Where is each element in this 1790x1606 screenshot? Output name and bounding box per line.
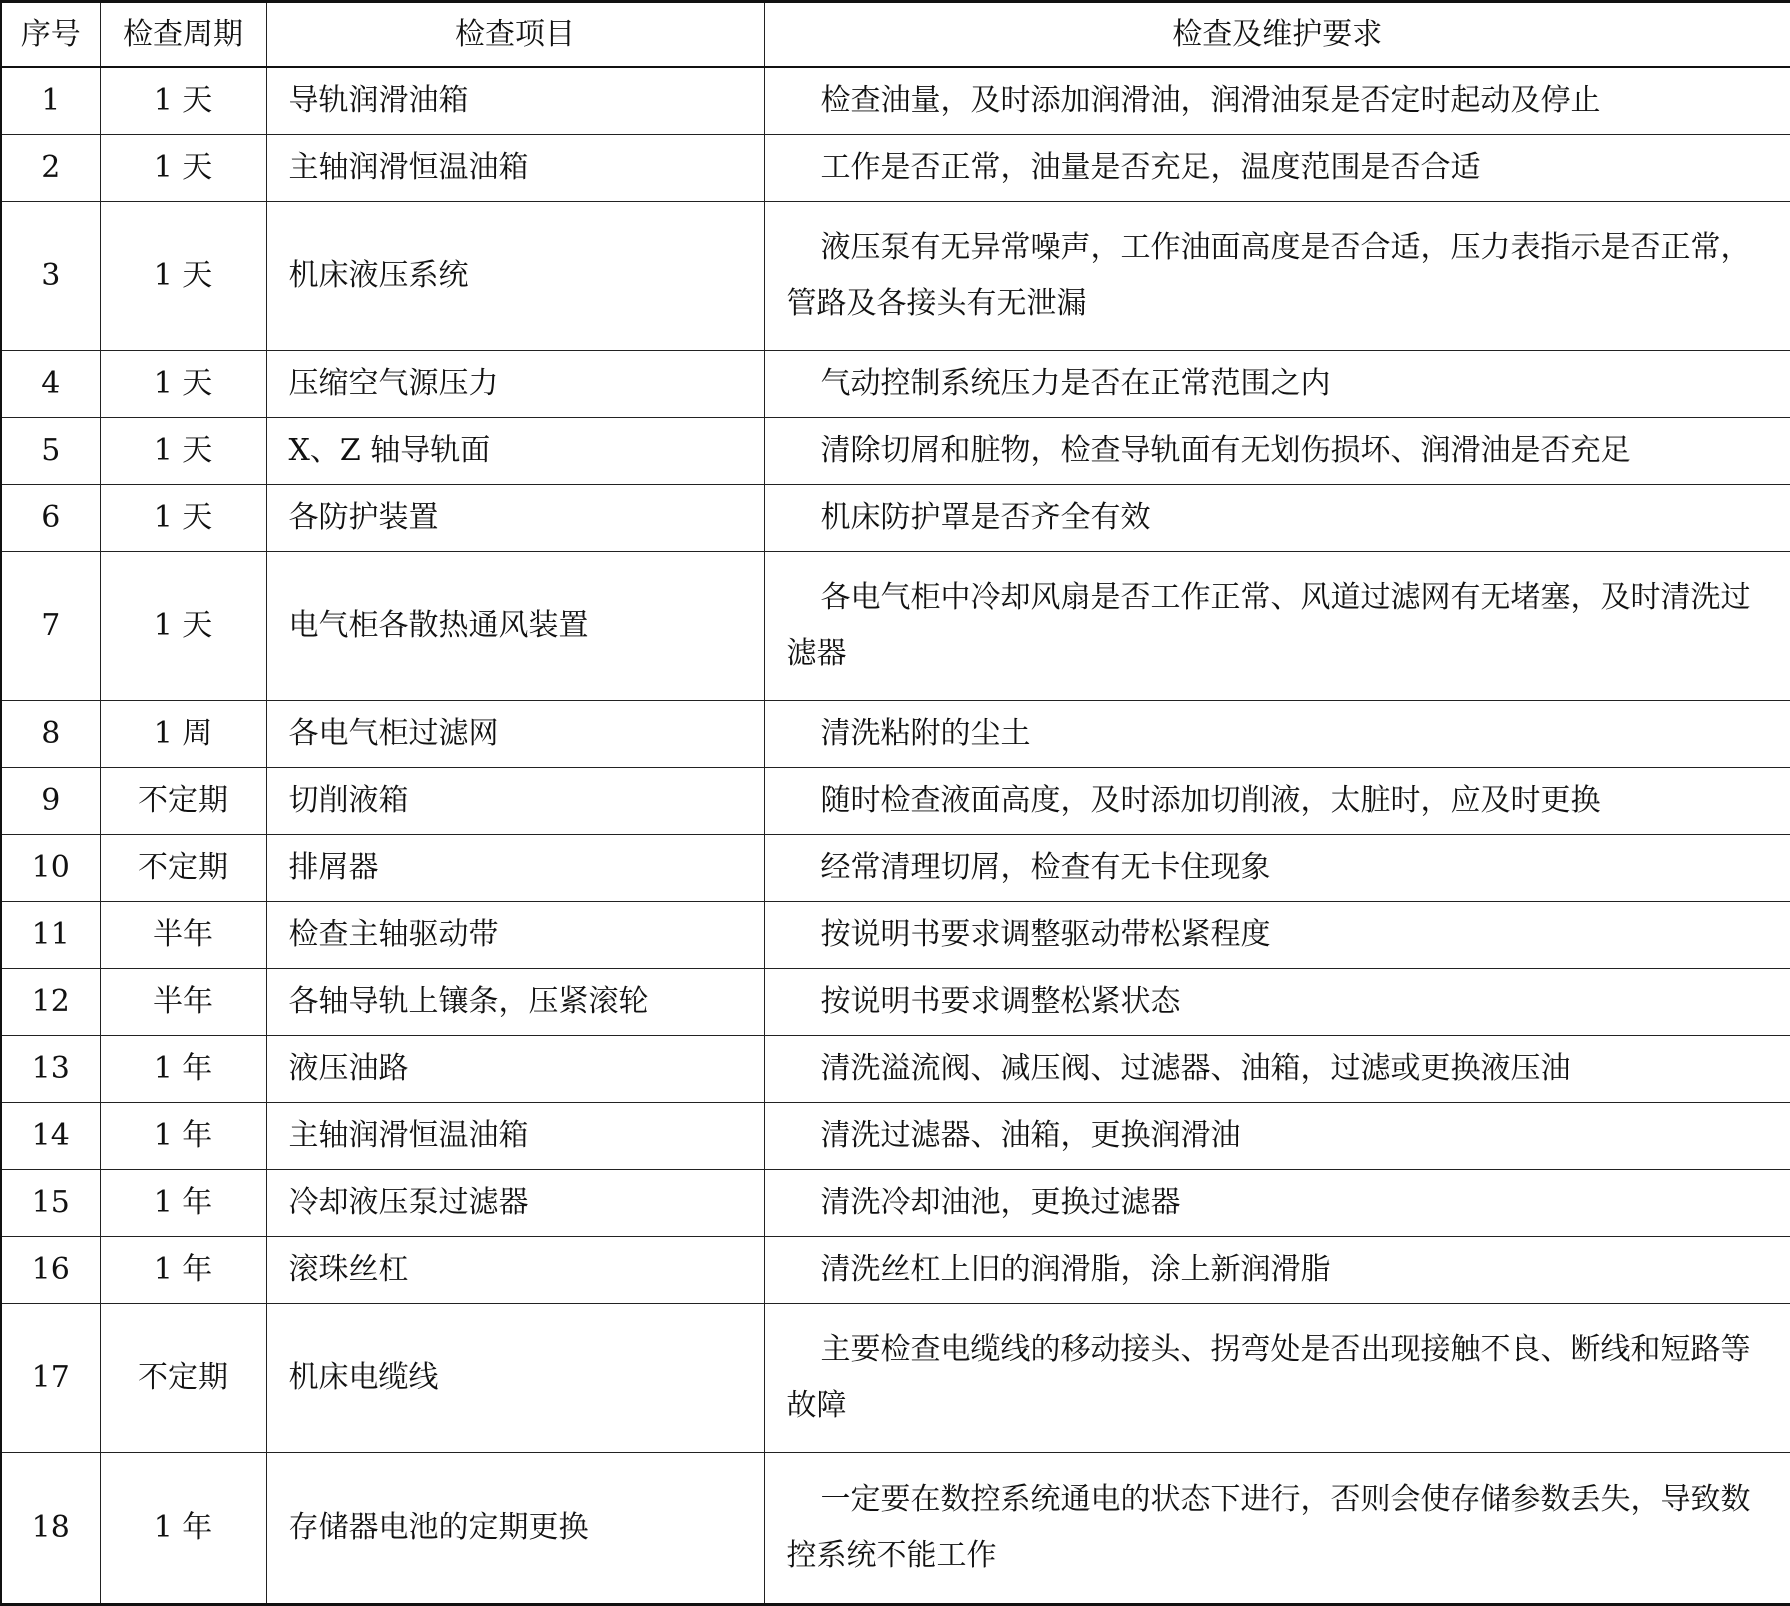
row-period: 1 周 xyxy=(100,701,266,768)
table-row xyxy=(1,1453,1790,1605)
table-row xyxy=(1,1103,1790,1170)
table-row xyxy=(1,552,1790,701)
table-row xyxy=(1,418,1790,485)
row-period: 1 年 xyxy=(100,1103,266,1170)
table-row xyxy=(1,902,1790,969)
row-period: 不定期 xyxy=(100,768,266,835)
row-period: 1 天 xyxy=(100,202,266,351)
table-row xyxy=(1,485,1790,552)
row-no: 18 xyxy=(1,1453,100,1605)
row-period: 1 天 xyxy=(100,418,266,485)
requirement-text: 机床防护罩是否齐全有效 xyxy=(820,500,1151,535)
row-period: 不定期 xyxy=(100,1304,266,1453)
requirement-text: 一定要在数控系统通电的状态下进行，否则会使存储参数丢失，导致数控系统不能工作 xyxy=(786,1482,1751,1573)
requirement-text: 经常清理切屑，检查有无卡住现象 xyxy=(820,850,1271,885)
row-no: 16 xyxy=(1,1237,100,1304)
requirement-text: 清洗丝杠上旧的润滑脂，涂上新润滑脂 xyxy=(820,1252,1331,1287)
row-item: 存储器电池的定期更换 xyxy=(266,1453,764,1605)
row-no: 6 xyxy=(1,485,100,552)
row-requirement xyxy=(764,1103,1790,1170)
row-requirement xyxy=(764,351,1790,418)
table-row xyxy=(1,135,1790,202)
row-no: 9 xyxy=(1,768,100,835)
row-item: 切削液箱 xyxy=(266,768,764,835)
row-requirement xyxy=(764,835,1790,902)
row-requirement xyxy=(764,202,1790,351)
row-item: 排屑器 xyxy=(266,835,764,902)
row-period: 半年 xyxy=(100,902,266,969)
requirement-text: 清洗溢流阀、减压阀、过滤器、油箱，过滤或更换液压油 xyxy=(820,1051,1571,1086)
row-no: 12 xyxy=(1,969,100,1036)
row-requirement xyxy=(764,67,1790,135)
row-no: 14 xyxy=(1,1103,100,1170)
table-row xyxy=(1,202,1790,351)
row-no: 15 xyxy=(1,1170,100,1237)
table-row xyxy=(1,1237,1790,1304)
row-period: 1 年 xyxy=(100,1170,266,1237)
row-period: 1 天 xyxy=(100,351,266,418)
row-item: 冷却液压泵过滤器 xyxy=(266,1170,764,1237)
row-item: X、Z 轴导轨面 xyxy=(266,418,764,485)
table-row xyxy=(1,768,1790,835)
requirement-text: 主要检查电缆线的移动接头、拐弯处是否出现接触不良、断线和短路等故障 xyxy=(786,1332,1751,1423)
row-period: 1 年 xyxy=(100,1237,266,1304)
requirement-text: 清洗过滤器、油箱，更换润滑油 xyxy=(820,1118,1241,1153)
row-no: 2 xyxy=(1,135,100,202)
row-item: 滚珠丝杠 xyxy=(266,1237,764,1304)
header-no: 序号 xyxy=(1,2,100,68)
row-requirement xyxy=(764,701,1790,768)
row-no: 13 xyxy=(1,1036,100,1103)
table-row xyxy=(1,1036,1790,1103)
row-no: 4 xyxy=(1,351,100,418)
requirement-text: 随时检查液面高度，及时添加切削液，太脏时，应及时更换 xyxy=(820,783,1601,818)
requirement-text: 气动控制系统压力是否在正常范围之内 xyxy=(820,366,1331,401)
header-requirement: 检查及维护要求 xyxy=(764,2,1790,68)
row-requirement xyxy=(764,135,1790,202)
row-requirement xyxy=(764,1170,1790,1237)
row-item: 检查主轴驱动带 xyxy=(266,902,764,969)
row-item: 机床液压系统 xyxy=(266,202,764,351)
row-item: 电气柜各散热通风装置 xyxy=(266,552,764,701)
row-requirement xyxy=(764,1304,1790,1453)
requirement-text: 按说明书要求调整松紧状态 xyxy=(820,984,1181,1019)
table-row xyxy=(1,351,1790,418)
row-period: 1 天 xyxy=(100,552,266,701)
row-no: 10 xyxy=(1,835,100,902)
row-item: 主轴润滑恒温油箱 xyxy=(266,135,764,202)
table-row xyxy=(1,67,1790,135)
header-row xyxy=(1,2,1790,68)
row-requirement xyxy=(764,1453,1790,1605)
row-item: 主轴润滑恒温油箱 xyxy=(266,1103,764,1170)
row-requirement xyxy=(764,418,1790,485)
row-requirement xyxy=(764,1237,1790,1304)
row-item: 各电气柜过滤网 xyxy=(266,701,764,768)
requirement-text: 液压泵有无异常噪声，工作油面高度是否合适，压力表指示是否正常，管路及各接头有无泄漏 xyxy=(786,230,1751,321)
requirement-text: 按说明书要求调整驱动带松紧程度 xyxy=(820,917,1271,952)
row-item: 机床电缆线 xyxy=(266,1304,764,1453)
requirement-text: 工作是否正常，油量是否充足，温度范围是否合适 xyxy=(820,150,1481,185)
requirement-text: 清洗冷却油池，更换过滤器 xyxy=(820,1185,1181,1220)
row-no: 8 xyxy=(1,701,100,768)
row-requirement xyxy=(764,485,1790,552)
row-period: 不定期 xyxy=(100,835,266,902)
row-item: 各防护装置 xyxy=(266,485,764,552)
row-requirement xyxy=(764,768,1790,835)
table-row xyxy=(1,969,1790,1036)
row-period: 1 年 xyxy=(100,1453,266,1605)
row-item: 各轴导轨上镶条，压紧滚轮 xyxy=(266,969,764,1036)
requirement-text: 清洗粘附的尘土 xyxy=(820,716,1031,751)
row-requirement xyxy=(764,902,1790,969)
requirement-text: 清除切屑和脏物，检查导轨面有无划伤损坏、润滑油是否充足 xyxy=(820,433,1631,468)
row-period: 1 天 xyxy=(100,67,266,135)
row-item: 压缩空气源压力 xyxy=(266,351,764,418)
row-no: 5 xyxy=(1,418,100,485)
header-period: 检查周期 xyxy=(100,2,266,68)
row-no: 11 xyxy=(1,902,100,969)
table-row xyxy=(1,701,1790,768)
row-item: 导轨润滑油箱 xyxy=(266,67,764,135)
row-no: 17 xyxy=(1,1304,100,1453)
row-period: 半年 xyxy=(100,969,266,1036)
row-requirement xyxy=(764,1036,1790,1103)
row-requirement xyxy=(764,969,1790,1036)
header-item: 检查项目 xyxy=(266,2,764,68)
requirement-text: 检查油量，及时添加润滑油，润滑油泵是否定时起动及停止 xyxy=(820,83,1601,118)
row-no: 3 xyxy=(1,202,100,351)
row-period: 1 年 xyxy=(100,1036,266,1103)
row-requirement xyxy=(764,552,1790,701)
requirement-text: 各电气柜中冷却风扇是否工作正常、风道过滤网有无堵塞，及时清洗过滤器 xyxy=(786,580,1751,671)
table-row xyxy=(1,1170,1790,1237)
table-row xyxy=(1,835,1790,902)
row-item: 液压油路 xyxy=(266,1036,764,1103)
row-period: 1 天 xyxy=(100,135,266,202)
row-period: 1 天 xyxy=(100,485,266,552)
row-no: 1 xyxy=(1,67,100,135)
row-no: 7 xyxy=(1,552,100,701)
table-row xyxy=(1,1304,1790,1453)
